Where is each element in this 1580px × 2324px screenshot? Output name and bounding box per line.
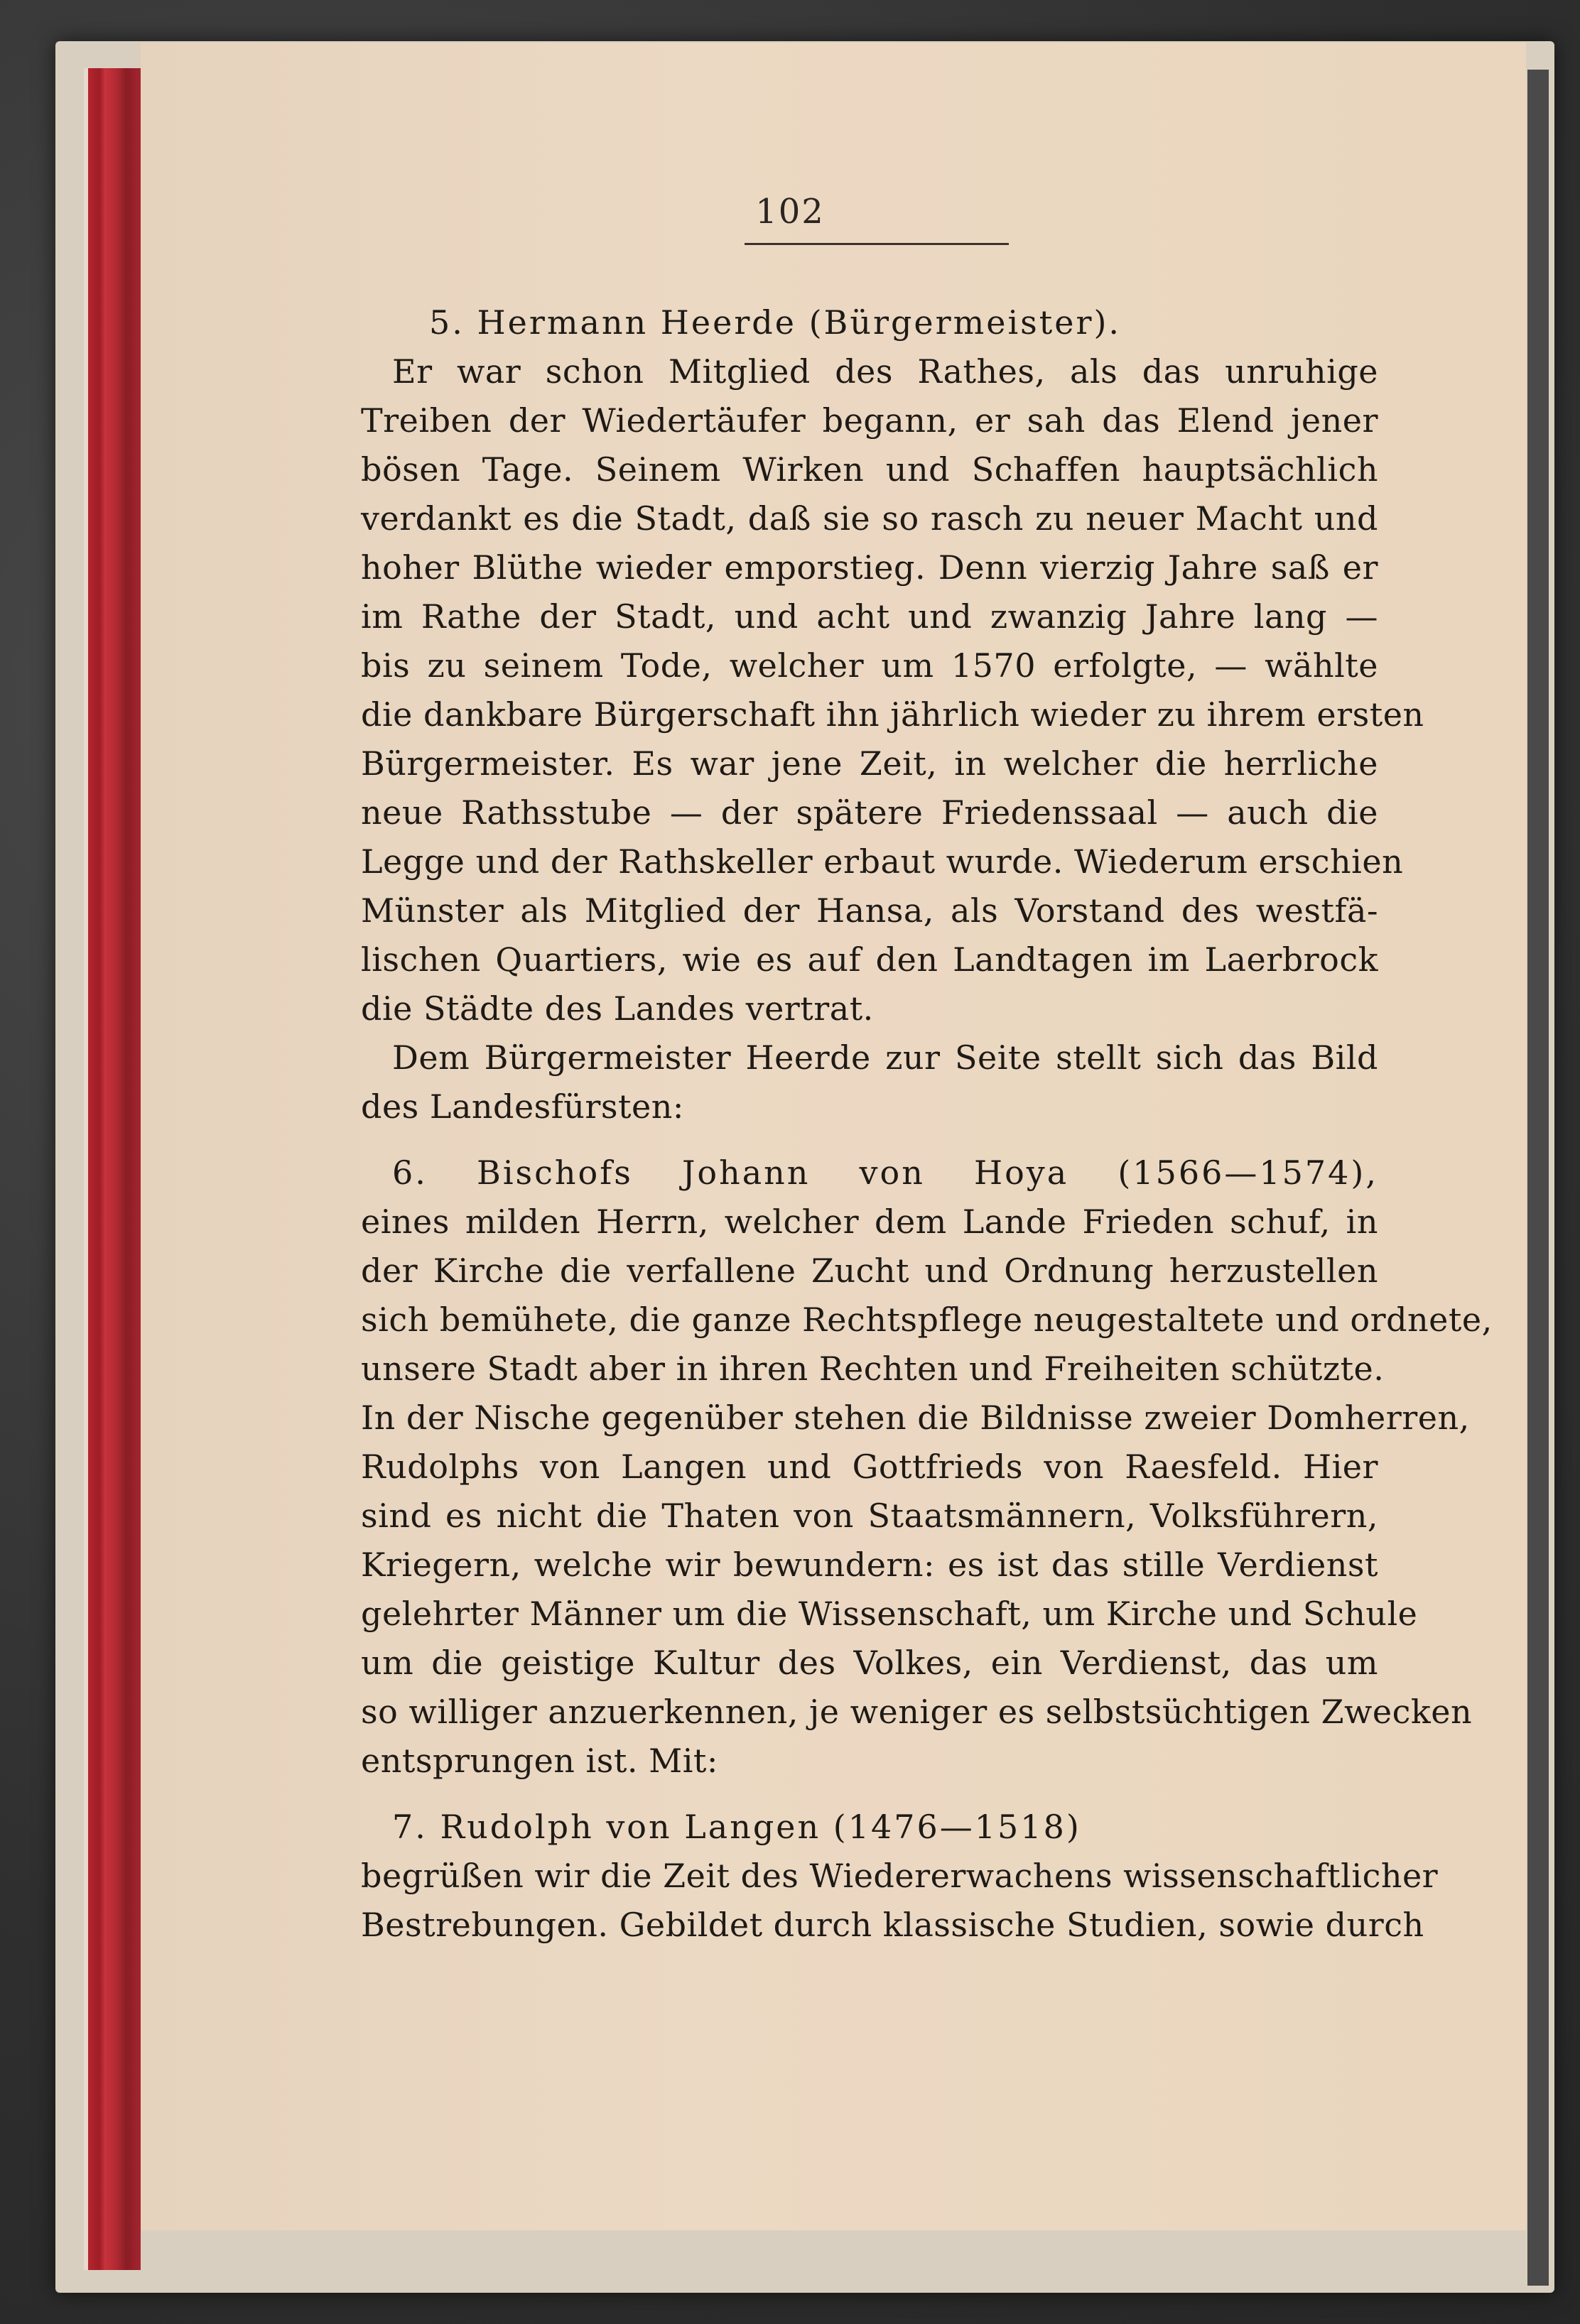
text-line: die dankbare Bürgerschaft ihn jährlich wieder zu ihrem ersten	[361, 695, 1424, 734]
text-line: lischen Quartiers, wie es auf den Landtagen im Laerbrock	[361, 940, 1378, 979]
section-heading: 7. Rudolph von Langen (1476—1518)	[392, 1808, 1081, 1846]
book-cover-edge	[1527, 70, 1549, 2286]
text-line: Bürgermeister. Es war jene Zeit, in welcher die herrliche	[361, 744, 1378, 783]
text-line: bis zu seinem Tode, welcher um 1570 erfolgte, — wählte	[361, 646, 1378, 685]
text-line: Rudolphs von Langen und Gottfrieds von Raesfeld. Hier	[361, 1448, 1378, 1486]
text-line: eines milden Herrn, welcher dem Lande Frieden schuf, in	[361, 1202, 1378, 1241]
section-heading: 6. Bischofs Johann von Hoya (1566—1574),	[392, 1153, 1378, 1192]
text-line: im Rathe der Stadt, und acht und zwanzig Jahre lang —	[361, 597, 1378, 636]
text-line: sind es nicht die Thaten von Staatsmännern, Volksführern,	[361, 1497, 1378, 1535]
text-line: Münster als Mitglied der Hansa, als Vorstand des westfä-	[361, 891, 1378, 930]
section-heading: 5. Hermann Heerde (Bürgermeister).	[429, 303, 1122, 342]
text-line: um die geistige Kultur des Volkes, ein Verdienst, das um	[361, 1644, 1378, 1682]
text-line: verdankt es die Stadt, daß sie so rasch zu neuer Macht und	[361, 499, 1378, 538]
text-line: hoher Blüthe wieder emporstieg. Denn vierzig Jahre saß er	[361, 548, 1378, 587]
header-rule	[745, 243, 1009, 245]
page-number: 102	[755, 192, 825, 232]
text-line: der Kirche die verfallene Zucht und Ordnung herzustellen	[361, 1251, 1378, 1290]
paragraph-gap	[361, 1131, 1378, 1149]
text-line: neue Rathsstube — der spätere Friedenssaal — auch die	[361, 793, 1378, 832]
text-line: entsprungen ist. Mit:	[361, 1742, 718, 1780]
paragraph-gap	[361, 1786, 1378, 1803]
text-line: In der Nische gegenüber stehen die Bildnisse zweier Domherren,	[361, 1399, 1470, 1437]
text-line: sich bemühete, die ganze Rechtspflege neugestaltete und ordnete,	[361, 1301, 1493, 1339]
text-line: so williger anzuerkennen, je weniger es selbstsüchtigen Zwecken	[361, 1693, 1473, 1731]
text-line: Kriegern, welche wir bewundern: es ist das stille Verdienst	[361, 1546, 1378, 1584]
text-line: unsere Stadt aber in ihren Rechten und Freiheiten schützte.	[361, 1350, 1385, 1388]
text-line: Bestrebungen. Gebildet durch klassische Studien, sowie durch	[361, 1906, 1424, 1944]
text-line: Er war schon Mitglied des Rathes, als das unruhige	[392, 352, 1378, 391]
text-line: Legge und der Rathskeller erbaut wurde. Wiederum erschien	[361, 842, 1404, 881]
text-line: Treiben der Wiedertäufer begann, er sah das Elend jener	[361, 401, 1378, 440]
text-line: gelehrter Männer um die Wissenschaft, um Kirche und Schule	[361, 1595, 1418, 1633]
text-line: begrüßen wir die Zeit des Wiedererwachens wissenschaftlicher	[361, 1857, 1439, 1895]
text-line: des Landesfürsten:	[361, 1087, 684, 1126]
body-text	[361, 298, 1493, 1950]
text-line: Dem Bürgermeister Heerde zur Seite stellt sich das Bild	[392, 1038, 1378, 1077]
red-page-edge	[84, 68, 141, 2270]
text-line: die Städte des Landes vertrat.	[361, 989, 874, 1028]
text-line: bösen Tage. Seinem Wirken und Schaffen hauptsächlich	[361, 450, 1378, 489]
